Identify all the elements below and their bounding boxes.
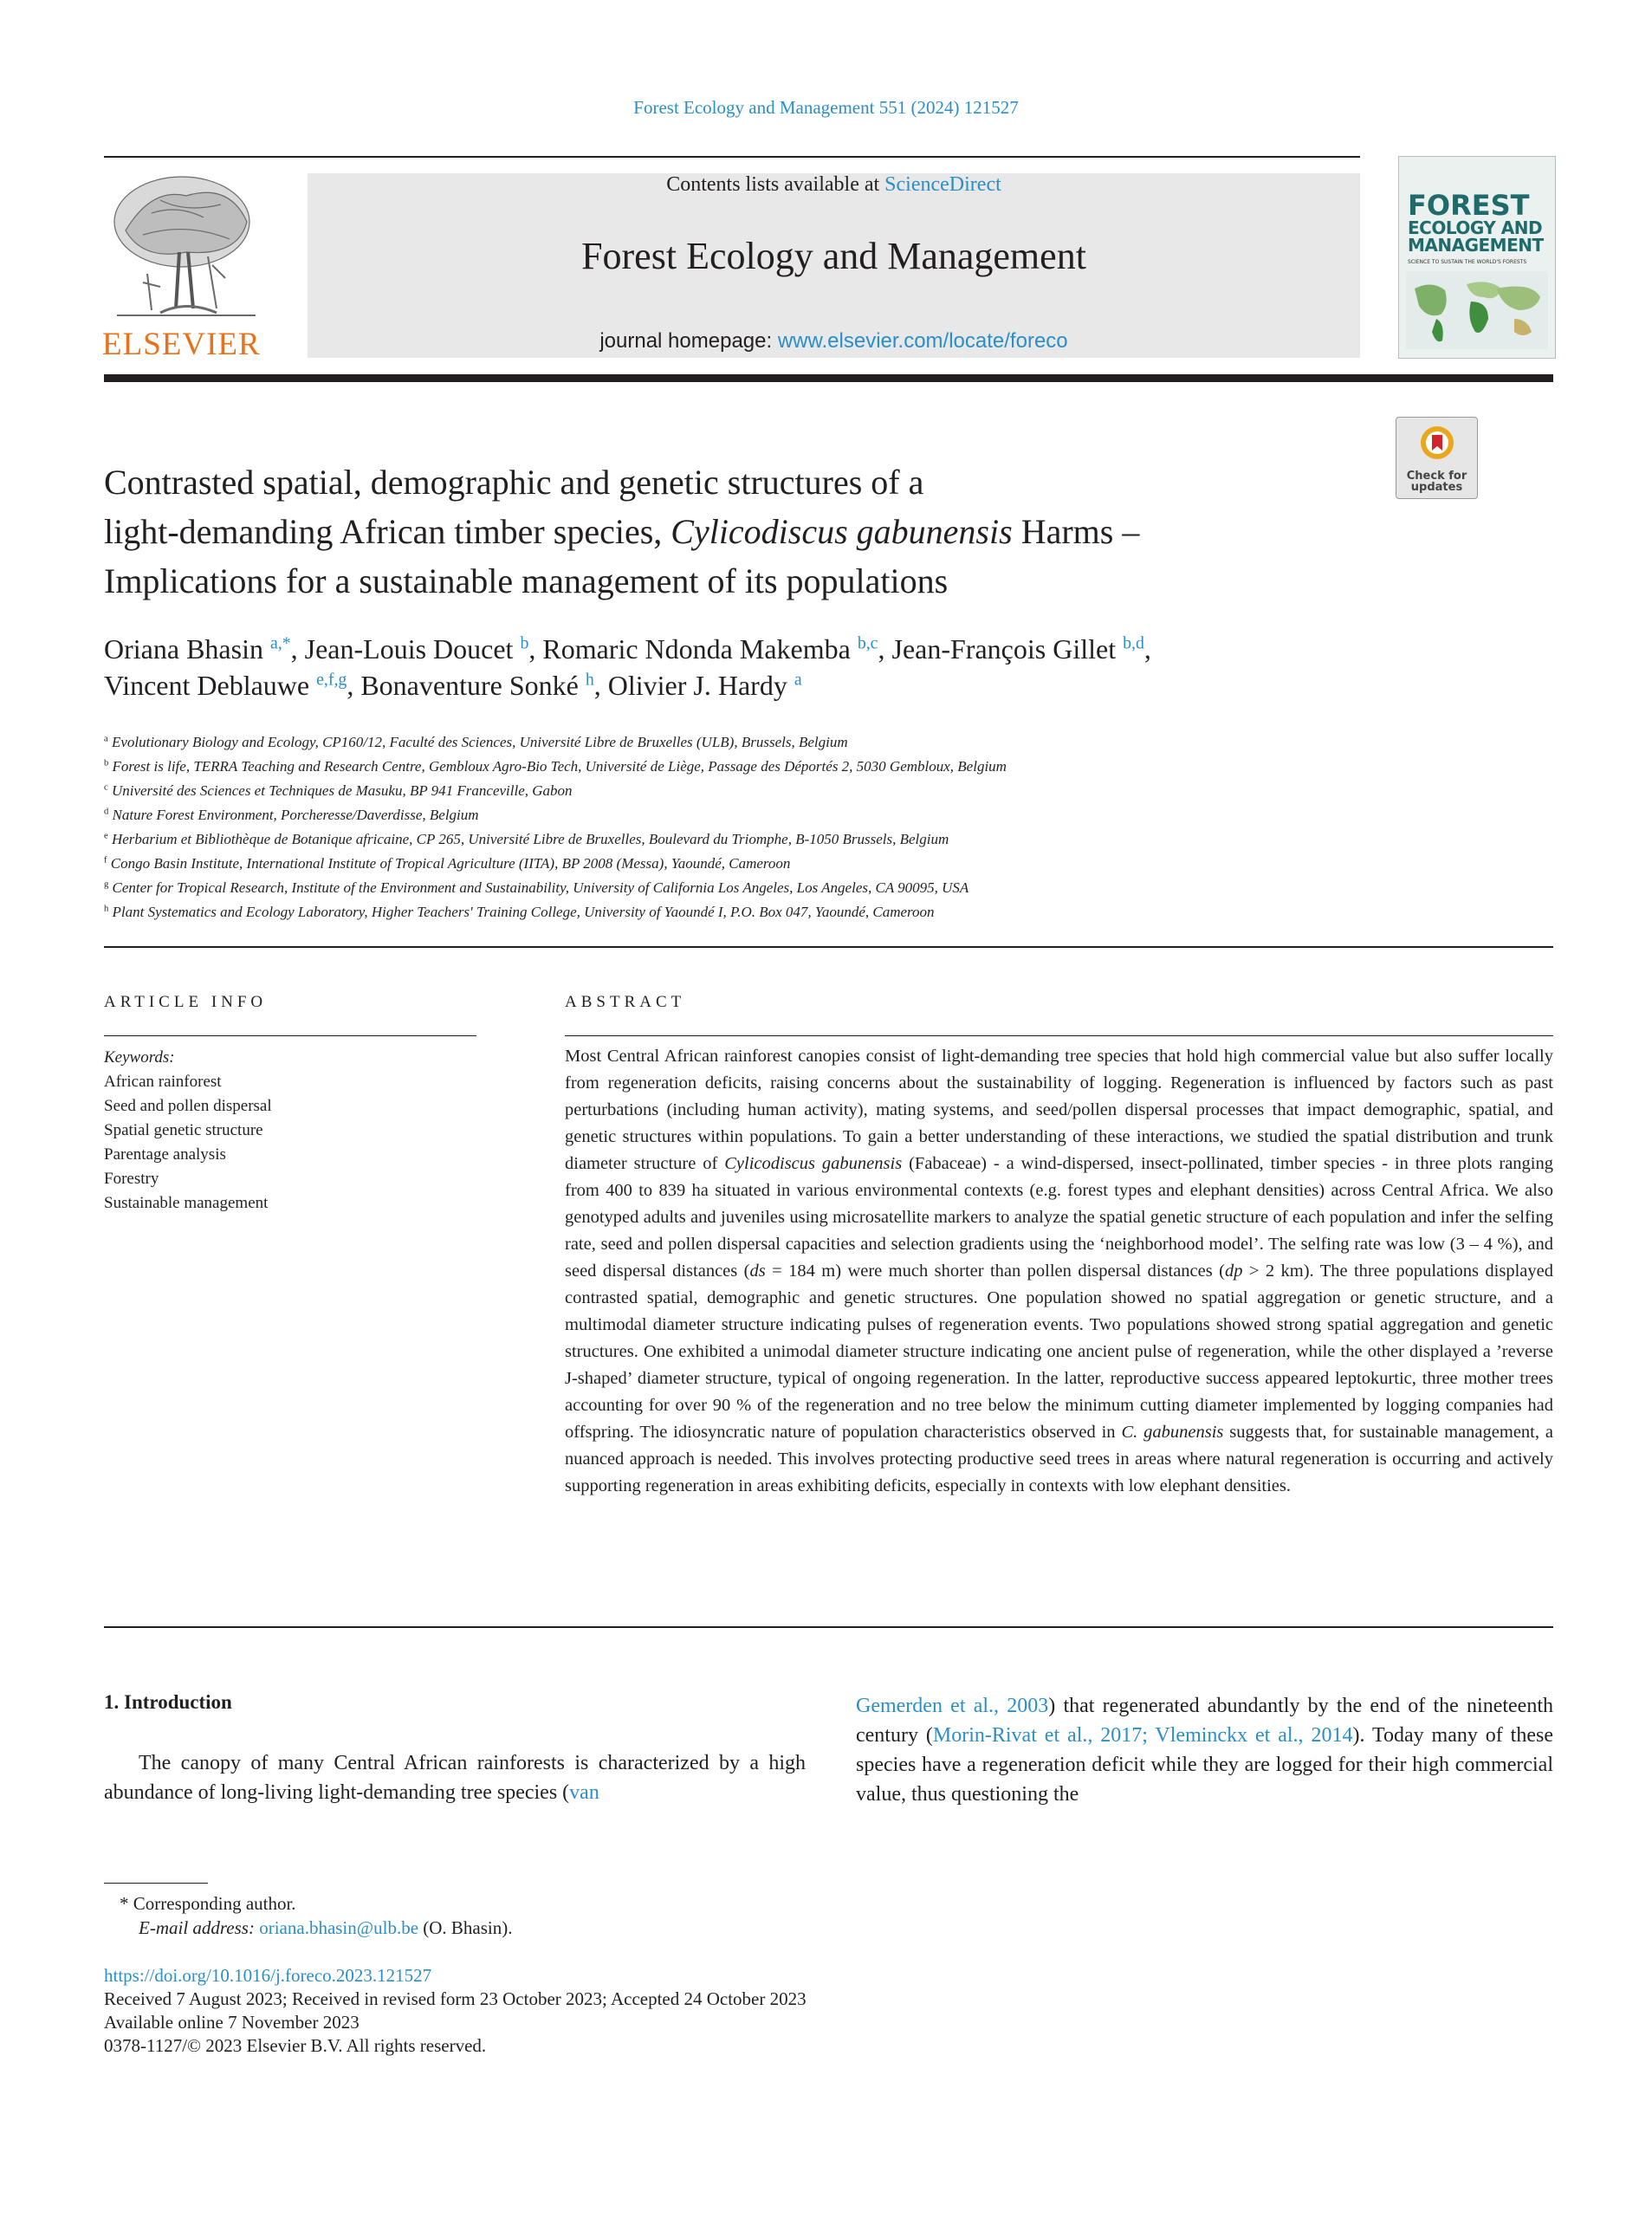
affiliation-text: Congo Basin Institute, International Institute of Tropical Agriculture (IITA), BP 2008 (Messa), Yaoundé, Cameroon (110, 855, 791, 872)
abstract-part: > 2 km). The three populations displayed contrasted spatial, demographic and genetic structures. One population showed no spatial aggregation or genetic structure, and a multimodal diameter structure indicating pulses of regeneration events. Two populations showed strong spatial aggregation and genetic structures. One exhibited a unimodal diameter structure indicating one ancient pulse of regeneration, while the other displayed a ’reverse J-shaped’ diameter structure, typical of ongoing regeneration. In the latter, reproductive success appeared leptokurtic, three mother trees accounting for over 90 % of the regeneration and no tree below the minimum cutting diameter implemented by logging companies had offspring. The idiosyncratic nature of population characteristics observed in (565, 1261, 1553, 1442)
header-bottom-rule (104, 374, 1553, 382)
affiliation-item (104, 803, 1551, 827)
citation-link[interactable]: Gemerden et al., 2003 (856, 1695, 1049, 1717)
corresponding-author-note: * Corresponding author. (120, 1893, 296, 1914)
email-link[interactable]: oriana.bhasin@ulb.be (259, 1917, 419, 1938)
affiliation-key: f (104, 855, 107, 866)
email-suffix: (O. Bhasin). (418, 1917, 513, 1938)
author-affiliation-marker[interactable]: e,f,g (316, 670, 347, 690)
affiliation-text: Université des Sciences et Techniques de Masuku, BP 941 Franceville, Gabon (111, 782, 573, 799)
keyword-item: Forestry (104, 1170, 159, 1188)
keyword-item: Parentage analysis (104, 1145, 226, 1164)
author-separator: , (1143, 633, 1151, 665)
footnote-rule (104, 1883, 208, 1884)
journal-title: Forest Ecology and Management (581, 235, 1086, 277)
contents-line (308, 173, 1360, 197)
check-for-updates-button[interactable] (1396, 417, 1478, 499)
author-separator: , (878, 633, 892, 665)
affiliation-key: h (104, 904, 109, 914)
homepage-line (308, 329, 1360, 353)
keywords-label: Keywords: (104, 1048, 175, 1067)
author-separator: , (528, 633, 543, 665)
world-map-icon (1406, 271, 1548, 349)
homepage-prefix: journal homepage: (599, 329, 778, 353)
author-name[interactable]: Bonaventure Sonké (360, 670, 579, 701)
affiliation-key: e (104, 831, 108, 841)
check-updates-label: Check for updates (1406, 470, 1467, 494)
title-line-2-a: light-demanding African timber species, (104, 512, 671, 551)
abstract-part: = 184 m) were much shorter than pollen dispersal distances ( (765, 1261, 1225, 1281)
abstract-ds: ds (749, 1261, 766, 1281)
cover-subtitle: SCIENCE TO SUSTAIN THE WORLD'S FORESTS (1408, 259, 1527, 265)
citation-link[interactable]: Morin-Rivat et al., 2017; Vleminckx et al., 2014 (932, 1724, 1353, 1747)
abstract-rule (565, 1035, 1553, 1036)
author-affiliation-marker[interactable]: a (794, 670, 802, 690)
journal-reference[interactable]: Forest Ecology and Management 551 (2024) 121527 (633, 97, 1019, 118)
author-name[interactable]: Oriana Bhasin (104, 633, 263, 665)
author-name[interactable]: Jean-Louis Doucet (304, 633, 514, 665)
copyright: 0378-1127/© 2023 Elsevier B.V. All rights reserved. (104, 2035, 487, 2056)
elsevier-wordmark: ELSEVIER (102, 327, 261, 362)
sciencedirect-link[interactable]: ScienceDirect (884, 173, 1001, 196)
intro-text: ). Today many of these species have a regeneration deficit while they are logged for their high commercial value, thus questioning the (856, 1724, 1553, 1806)
author-affiliation-marker[interactable]: b,c (857, 633, 878, 653)
journal-cover-thumbnail[interactable] (1398, 156, 1556, 359)
affiliation-item (104, 852, 1551, 876)
email-label: E-mail address: (139, 1917, 260, 1938)
abstract-heading: ABSTRACT (565, 993, 686, 1011)
affiliation-text: Center for Tropical Research, Institute of the Environment and Sustainability, University of California Los Angeles, Los Angeles, CA 90095, USA (112, 879, 969, 896)
author-name[interactable]: Vincent Deblauwe (104, 670, 310, 701)
keyword-item: African rainforest (104, 1073, 222, 1091)
title-line-2-b: Harms – (1012, 512, 1140, 551)
abstract-part: (Fabaceae) - a wind-dispersed, insect-pollinated, timber species - in three plots ranging from 400 to 839 ha situated in various environmental contexts (e.g. forest types and elephant densities) across Central Africa. We also genotyped adults and juveniles using microsatellite markers to analyze the spatial genetic structure of each population and infer the selfing rate, seed and pollen dispersal capacities and selection gradients using the ‘neighborhood model’. The selfing rate was low (3 – 4 %), and seed dispersal distances ( (565, 1154, 1554, 1281)
author-separator: , (347, 670, 361, 701)
introduction-heading: 1. Introduction (104, 1691, 232, 1713)
article-title (104, 457, 1369, 606)
affiliation-key: g (104, 879, 109, 890)
author-name[interactable]: Romaric Ndonda Makemba (542, 633, 851, 665)
intro-text: ) that regenerated abundantly by the end of the nineteenth century ( (856, 1695, 1553, 1747)
affiliation-key: c (104, 782, 108, 793)
affiliation-text: Herbarium et Bibliothèque de Botanique africaine, CP 265, Université Libre de Bruxelles, Boulevard du Triomphe, B-1050 Brussels, Belgium (111, 831, 949, 847)
doi-link[interactable]: https://doi.org/10.1016/j.foreco.2023.121527 (104, 1965, 432, 1986)
contents-prefix: Contents lists available at (666, 173, 885, 196)
abstract-part: suggests that, for sustainable management, a nuanced approach is needed. This involves protecting productive seed trees in areas where natural regeneration is occurring and actively supporting regeneration in areas exhibiting deficits, especially in contexts with low elephant densities. (565, 1423, 1553, 1495)
title-line-2 (104, 507, 1369, 556)
affiliation-item (104, 827, 1551, 852)
abstract-dp: dp (1224, 1261, 1243, 1281)
affiliation-item (104, 755, 1551, 779)
abstract-species: Cylicodiscus gabunensis (724, 1154, 903, 1173)
author-name[interactable]: Olivier J. Hardy (607, 670, 787, 701)
affiliation-key: d (104, 807, 109, 817)
affiliation-key: b (104, 758, 109, 769)
affiliation-text: Forest is life, TERRA Teaching and Research Centre, Gembloux Agro-Bio Tech, Université de Liège, Passage des Déportés 2, 5030 Gembloux, Belgium (112, 758, 1007, 775)
available-online: Available online 7 November 2023 (104, 2012, 360, 2033)
article-info-heading: ARTICLE INFO (104, 993, 268, 1011)
abstract-part: Most Central African rainforest canopies consist of light-demanding tree species that hold high commercial value but also suffer locally from regeneration deficits, raising concerns about the sustainability of logging. Regeneration is influenced by factors such as past perturbations (including human activity), mating systems, and seed/pollen dispersal processes that impact demographic, spatial, and genetic structures within populations. To gain a better understanding of these interactions, we studied the spatial distribution and trunk diameter structure of (565, 1047, 1553, 1173)
affiliation-text: Nature Forest Environment, Porcheresse/Daverdisse, Belgium (112, 807, 479, 823)
affiliation-list (104, 730, 1551, 924)
affiliation-item (104, 730, 1551, 755)
cover-title (1408, 191, 1555, 254)
header-top-rule (104, 156, 1360, 158)
author-affiliation-marker[interactable]: a,* (269, 633, 291, 653)
keyword-item: Spatial genetic structure (104, 1121, 263, 1139)
affiliation-item (104, 900, 1551, 924)
keyword-item: Sustainable management (104, 1194, 269, 1212)
author-separator: , (290, 633, 305, 665)
cover-title-line1: FOREST (1408, 189, 1530, 222)
affiliation-text: Plant Systematics and Ecology Laboratory, Higher Teachers' Training College, University of Yaoundé I, P.O. Box 047, Yaoundé, Cameroon (112, 904, 935, 920)
author-list (104, 631, 1369, 704)
affiliation-key: a (104, 734, 108, 744)
article-info-rule (104, 1035, 476, 1036)
homepage-link[interactable]: www.elsevier.com/locate/foreco (777, 329, 1068, 353)
keyword-item: Seed and pollen dispersal (104, 1097, 272, 1115)
keywords-block (104, 1046, 476, 1216)
title-line-3: Implications for a sustainable management of its populations (104, 561, 949, 600)
intro-right-column (856, 1691, 1553, 1809)
citation-link[interactable]: van (569, 1781, 599, 1804)
author-affiliation-marker[interactable]: b (520, 633, 529, 653)
title-line-1: Contrasted spatial, demographic and genetic structures of a (104, 463, 924, 502)
abstract-end-rule (104, 1626, 1553, 1628)
author-name[interactable]: Jean-François Gillet (891, 633, 1117, 665)
author-affiliation-marker[interactable]: h (585, 670, 594, 690)
affiliation-text: Evolutionary Biology and Ecology, CP160/12, Faculté des Sciences, Université Libre de Bruxelles (ULB), Brussels, Belgium (111, 734, 848, 750)
author-separator: , (593, 670, 608, 701)
affiliations-rule (104, 946, 1553, 948)
email-note (104, 1916, 918, 1940)
cover-title-line2: ECOLOGY AND MANAGEMENT (1408, 217, 1544, 256)
author-affiliation-marker[interactable]: b,d (1123, 633, 1144, 653)
intro-left-column (104, 1748, 806, 1807)
abstract-text (565, 1043, 1553, 1500)
affiliation-item (104, 876, 1551, 900)
abstract-species-short: C. gabunensis (1121, 1423, 1224, 1442)
intro-text: The canopy of many Central African rainforests is characterized by a high abundance of long-living light-demanding tree species ( (104, 1752, 806, 1804)
affiliation-item (104, 779, 1551, 803)
title-species: Cylicodiscus gabunensis (671, 512, 1013, 551)
check-updates-icon (1419, 425, 1455, 461)
received-dates: Received 7 August 2023; Received in revised form 23 October 2023; Accepted 24 October 2023 (104, 1988, 807, 2009)
